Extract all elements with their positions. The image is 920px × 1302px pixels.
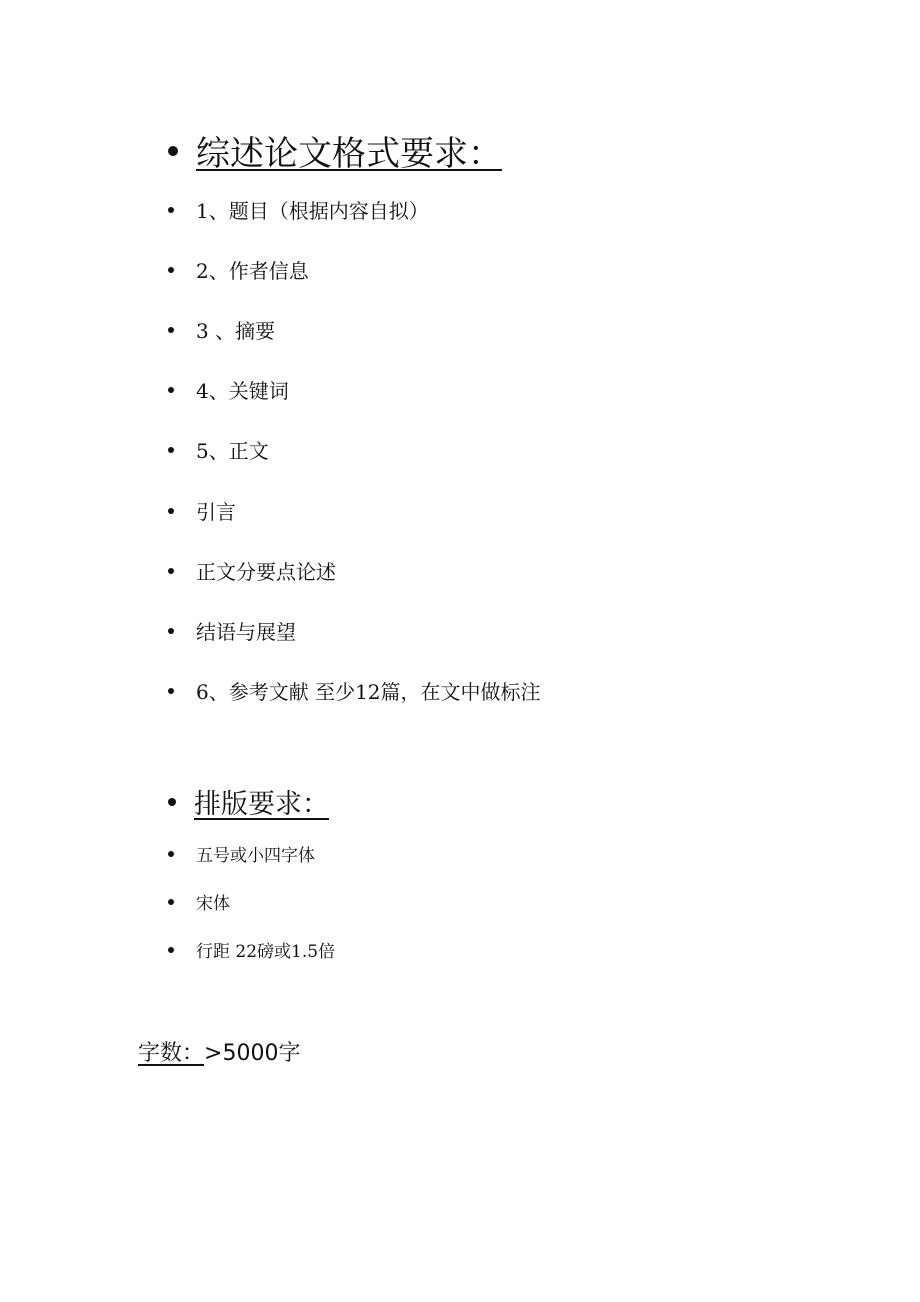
list-item [168,435,269,464]
list-item-text: 5、正文 [196,439,269,463]
section1-heading: 综述论文格式要求： [196,134,502,174]
section2-heading-line [168,782,329,821]
bullet-icon [168,947,174,953]
list-item-text: 行距 22磅或1.5倍 [196,942,336,962]
list-item [168,676,541,705]
list-item-text: 3 、摘要 [196,319,276,343]
list-item [168,841,315,866]
section1-heading-line [168,126,502,175]
bullet-icon [168,628,174,634]
list-item [168,195,429,224]
list-item-text: 2、作者信息 [196,259,309,283]
bullet-icon [168,798,176,806]
list-item [168,937,335,962]
bullet-icon [168,508,174,514]
bullet-icon [168,267,174,273]
list-item [168,556,336,585]
list-item-text: 6、参考文献 至少12篇，在文中做标注 [196,680,541,704]
list-item [168,496,236,525]
bullet-icon [168,146,178,156]
bullet-icon [168,207,174,213]
list-item [168,315,275,344]
section2-heading: 排版要求： [194,789,329,820]
bullet-icon [168,327,174,333]
bullet-icon [168,899,174,905]
list-item-text: 4、关键词 [196,379,289,403]
word-count-value: >5000字 [204,1041,301,1066]
list-item-text: 宋体 [196,894,230,914]
list-item [168,616,296,645]
list-item-text: 引言 [196,500,236,524]
bullet-icon [168,688,174,694]
list-item-text: 正文分要点论述 [196,560,336,584]
list-item-text: 五号或小四字体 [196,846,315,866]
word-count [138,1036,300,1067]
list-item [168,255,309,284]
bullet-icon [168,447,174,453]
word-count-label: 字数： [138,1041,205,1066]
list-item [168,889,230,914]
bullet-icon [168,387,174,393]
bullet-icon [168,568,174,574]
list-item-text: 1、题目（根据内容自拟） [196,199,429,223]
list-item [168,375,289,404]
bullet-icon [168,851,174,857]
list-item-text: 结语与展望 [196,620,296,644]
